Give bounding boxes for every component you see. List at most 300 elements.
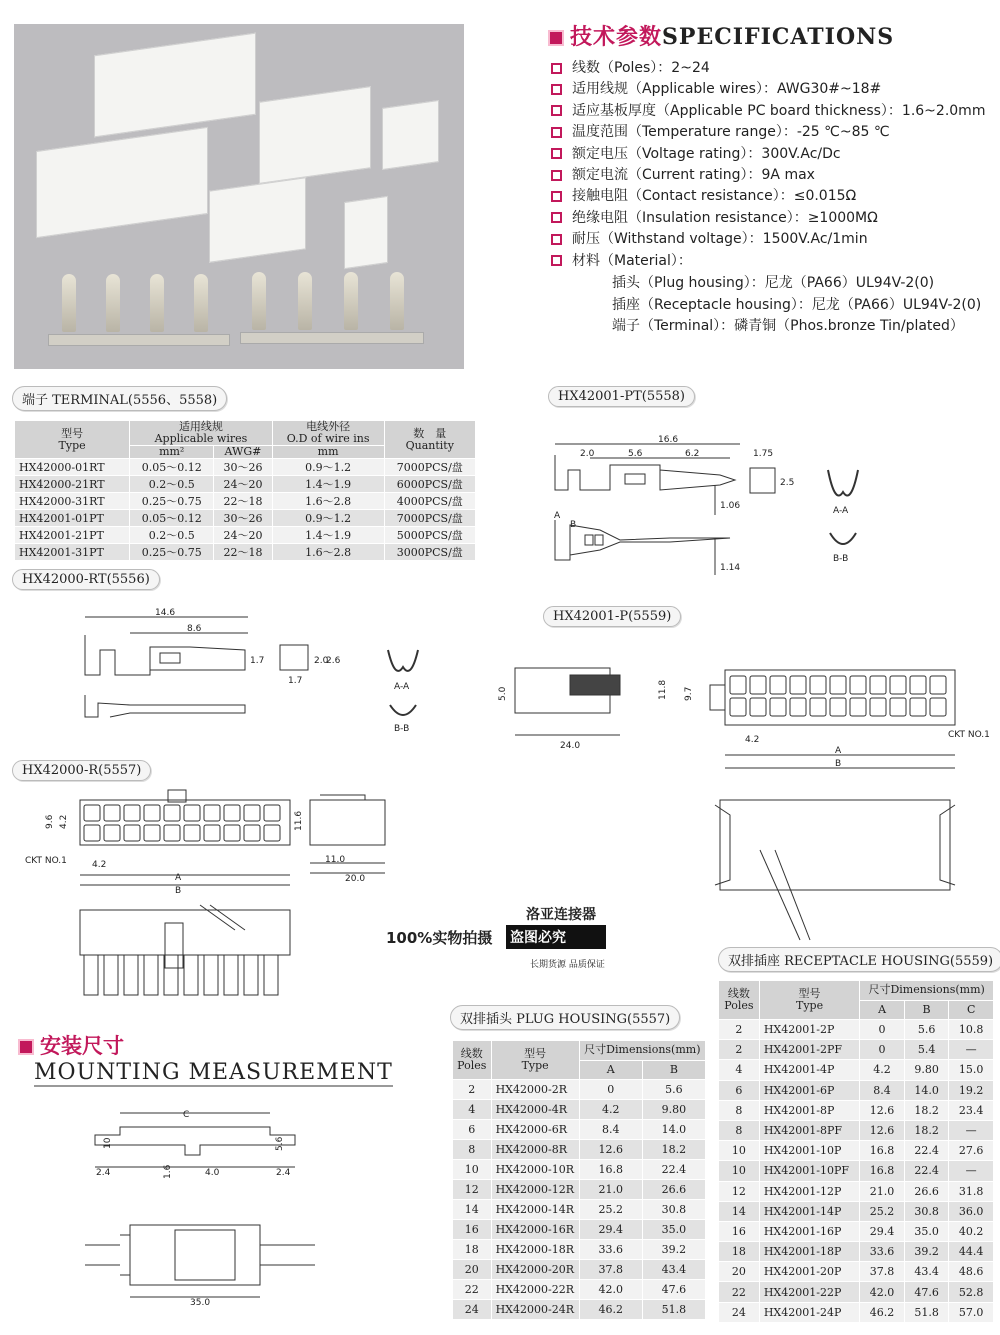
table-row	[453, 1300, 706, 1320]
table-row	[15, 544, 476, 561]
table-cell: HX42000-21RT	[15, 476, 130, 493]
housing-leg	[244, 955, 258, 995]
table-cell: 6000PCS/盘	[384, 476, 475, 493]
mounting-title-en: MOUNTING MEASUREMENT	[34, 1060, 393, 1085]
spec-text: 材料（Material）：	[572, 252, 692, 269]
spec-text: 适用线规（Applicable wires）：AWG30#~18#	[572, 81, 882, 98]
table-cell: 9.80	[904, 1060, 949, 1080]
table-cell: 7000PCS/盘	[384, 510, 475, 527]
pin-cavity	[184, 825, 200, 841]
recep-header-dim: 尺寸Dimensions(mm)	[860, 981, 994, 1001]
spec-row	[551, 100, 985, 120]
table-cell: 21.0	[579, 1180, 642, 1200]
spec-text: 耐压（Withstand voltage）：1500V.Ac/1min	[572, 231, 868, 248]
mount-dim-c: C	[183, 1110, 190, 1120]
table-cell: 0.05～0.12	[130, 510, 214, 527]
table-row	[719, 1020, 994, 1040]
table-row	[453, 1160, 706, 1180]
table-cell: —	[949, 1040, 994, 1060]
ckt-no1: CKT NO.1	[948, 730, 990, 740]
housing-leg	[144, 955, 158, 995]
pin-cavity	[790, 676, 806, 694]
table-cell: 40.2	[949, 1221, 994, 1241]
table-cell: 14	[719, 1201, 760, 1221]
mounting-drawing	[80, 1105, 320, 1315]
header-wires-en: Applicable wires	[154, 432, 248, 445]
pin-cavity	[104, 825, 120, 841]
table-cell: HX42001-12P	[759, 1181, 859, 1201]
table-row	[719, 1120, 994, 1140]
table-cell: 5.6	[904, 1020, 949, 1040]
table-cell: 42.0	[579, 1280, 642, 1300]
table-cell: 6	[719, 1080, 760, 1100]
pin-cavity	[790, 698, 806, 716]
table-row	[453, 1080, 706, 1100]
plug-header-poles-cn: 线数	[460, 1047, 483, 1060]
table-row	[719, 1080, 994, 1100]
pin-cavity	[730, 698, 746, 716]
pin-cavity	[730, 676, 746, 694]
housing-leg	[164, 955, 178, 995]
spec-text: 额定电压（Voltage rating）：300V.Ac/Dc	[572, 145, 841, 162]
table-cell: 27.6	[949, 1141, 994, 1161]
table-row	[453, 1220, 706, 1240]
table-cell: HX42001-4P	[759, 1060, 859, 1080]
bullet-square-icon	[551, 234, 562, 245]
housing-leg	[264, 955, 278, 995]
table-cell: 8	[719, 1120, 760, 1140]
receptacle-housing-label: 双排插座 RECEPTACLE HOUSING(5559)	[718, 947, 1000, 972]
table-cell: HX42001-6P	[759, 1080, 859, 1100]
table-row	[719, 1282, 994, 1302]
dim-r-4-2b: 4.2	[92, 860, 107, 870]
r-ckt-no1: CKT NO.1	[25, 856, 67, 866]
table-cell: HX42001-22P	[759, 1282, 859, 1302]
pin-cavity	[850, 676, 866, 694]
table-row	[719, 1161, 994, 1181]
table-cell: 47.6	[904, 1282, 949, 1302]
bullet-square-icon	[551, 63, 562, 74]
recep-header-poles-cn: 线数	[727, 987, 750, 1000]
table-cell: HX42001-16P	[759, 1221, 859, 1241]
table-cell: HX42001-01PT	[15, 510, 130, 527]
terminal-pin	[298, 272, 312, 330]
table-cell: 35.0	[904, 1221, 949, 1241]
mark-b: B	[570, 520, 577, 530]
table-cell: 46.2	[579, 1300, 642, 1320]
dim-r-b: B	[175, 886, 182, 896]
pin-cavity	[164, 805, 180, 821]
pin-cavity	[244, 825, 260, 841]
bullet-square-icon	[551, 212, 562, 223]
table-row	[15, 510, 476, 527]
table-cell: 0	[860, 1020, 905, 1040]
connector-24pin	[94, 33, 256, 138]
table-cell: 51.8	[904, 1302, 949, 1322]
table-cell: —	[949, 1161, 994, 1181]
table-cell: —	[949, 1120, 994, 1140]
table-cell: 36.0	[949, 1201, 994, 1221]
mount-dim-4-0: 4.0	[205, 1168, 220, 1178]
terminal-carrier-strip	[48, 334, 230, 346]
terminal-pin	[150, 274, 164, 332]
pin-cavity	[224, 825, 240, 841]
table-row	[719, 1302, 994, 1322]
connector-10pin	[259, 86, 371, 184]
p5559-drawing	[490, 640, 995, 940]
table-row	[719, 1262, 994, 1282]
table-cell: 33.6	[860, 1242, 905, 1262]
table-cell: HX42000-12R	[491, 1180, 579, 1200]
plug-header-type-en: Type	[521, 1059, 549, 1072]
table-cell: 8.4	[579, 1120, 642, 1140]
receptacle-table	[718, 980, 994, 1323]
mount-dim-2-4b: 2.4	[276, 1168, 291, 1178]
table-row	[719, 1060, 994, 1080]
pin-cavity	[144, 825, 160, 841]
header-qty-cn: 数 量	[413, 426, 447, 440]
spec-text: 接触电阻（Contact resistance）：≤0.015Ω	[572, 188, 857, 205]
table-cell: 16.8	[860, 1141, 905, 1161]
table-cell: HX42000-01RT	[15, 459, 130, 476]
spec-row	[551, 143, 841, 163]
table-row	[453, 1260, 706, 1280]
pin-cavity	[84, 825, 100, 841]
plug-header-b: B	[642, 1060, 705, 1080]
table-cell: 0.2～0.5	[130, 476, 214, 493]
table-cell: HX42001-31PT	[15, 544, 130, 561]
table-row	[719, 1040, 994, 1060]
pin-cavity	[204, 825, 220, 841]
table-cell: 4000PCS/盘	[384, 493, 475, 510]
dim-1-14: 1.14	[720, 563, 741, 573]
rt-section-aa: A-A	[394, 682, 410, 692]
specs-title: 技术参数SPECIFICATIONS	[548, 20, 894, 51]
table-cell: 15.0	[949, 1060, 994, 1080]
table-cell: 24	[453, 1300, 492, 1320]
table-cell: HX42001-2P	[759, 1020, 859, 1040]
table-cell: 18.2	[904, 1120, 949, 1140]
spec-text: 额定电流（Current rating）：9A max	[572, 167, 815, 183]
pin-cavity	[204, 805, 220, 821]
dim-rt-2-0: 2.0	[314, 656, 329, 666]
header-od-cn: 电线外径	[306, 420, 351, 433]
table-cell: 21.0	[860, 1181, 905, 1201]
terminal-pin	[390, 272, 404, 330]
table-cell: 25.2	[579, 1200, 642, 1220]
table-cell: HX42001-10P	[759, 1141, 859, 1161]
terminal-pin	[252, 272, 266, 330]
connector-4pin	[382, 100, 439, 170]
table-cell: 0.25～0.75	[130, 544, 214, 561]
pt-drawing	[540, 430, 870, 580]
bullet-square-icon	[18, 1039, 34, 1055]
table-cell: 23.4	[949, 1100, 994, 1120]
table-cell: HX42001-8P	[759, 1100, 859, 1120]
pin-cavity	[84, 805, 100, 821]
table-cell: 1.6～2.8	[272, 544, 384, 561]
table-cell: 1.6～2.8	[272, 493, 384, 510]
pin-cavity	[164, 825, 180, 841]
terminal-carrier-strip	[240, 332, 424, 344]
table-cell: 4	[453, 1100, 492, 1120]
table-cell: 8.4	[860, 1080, 905, 1100]
spec-row	[551, 57, 710, 77]
table-cell: HX42001-20P	[759, 1262, 859, 1282]
dim-1-7: 1.7	[250, 656, 265, 666]
recep-header-c: C	[949, 1000, 994, 1020]
table-cell: 43.4	[904, 1262, 949, 1282]
table-row	[453, 1180, 706, 1200]
housing-leg	[224, 955, 238, 995]
dim-p-b: B	[835, 759, 842, 769]
table-cell: HX42000-10R	[491, 1160, 579, 1180]
table-cell: 30.8	[642, 1200, 705, 1220]
dim-6-2: 6.2	[685, 449, 700, 459]
mount-dim-1-6: 1.6	[163, 1164, 173, 1179]
watermark-company: 洛亚连接器	[526, 907, 596, 923]
p5559-cells	[730, 676, 946, 716]
material-row: 插头（Plug housing）：尼龙（PA66）UL94V-2(0)	[612, 275, 935, 291]
table-cell: 14.0	[904, 1080, 949, 1100]
table-cell: 10	[719, 1161, 760, 1181]
table-cell: 8	[719, 1100, 760, 1120]
spec-row	[551, 228, 868, 248]
table-cell: 44.4	[949, 1242, 994, 1262]
spec-row	[551, 78, 881, 98]
dim-24-0: 24.0	[560, 741, 581, 751]
table-cell: 10	[453, 1160, 492, 1180]
table-cell: HX42001-2PF	[759, 1040, 859, 1060]
table-row	[719, 1141, 994, 1161]
table-cell: 22	[453, 1280, 492, 1300]
terminal-label: 端子 TERMINAL(5556、5558)	[12, 386, 227, 411]
dim-2-6: 2.6	[326, 656, 341, 666]
dim-p-a: A	[835, 746, 842, 756]
pin-cavity	[810, 698, 826, 716]
connector-20pin	[36, 127, 208, 238]
terminal-pin	[194, 274, 208, 332]
table-cell: 51.8	[642, 1300, 705, 1320]
table-cell: HX42001-10PF	[759, 1161, 859, 1181]
recep-header-type-en: Type	[795, 999, 824, 1012]
table-row	[453, 1240, 706, 1260]
recep-header-poles-en: Poles	[724, 999, 754, 1012]
table-cell: 30.8	[904, 1201, 949, 1221]
table-cell: 1.4～1.9	[272, 476, 384, 493]
table-cell: 22～18	[214, 544, 272, 561]
header-od-unit: mm	[272, 446, 384, 459]
pin-cavity	[750, 676, 766, 694]
table-cell: 12	[719, 1181, 760, 1201]
table-cell: 24～20	[214, 527, 272, 544]
housing-leg	[84, 955, 98, 995]
header-qty-en: Quantity	[405, 438, 454, 452]
table-cell: 0.9～1.2	[272, 510, 384, 527]
table-cell: HX42001-14P	[759, 1201, 859, 1221]
table-cell: 19.2	[949, 1080, 994, 1100]
table-row	[453, 1100, 706, 1120]
table-row	[719, 1221, 994, 1241]
housing-leg	[104, 955, 118, 995]
table-cell: 33.6	[579, 1240, 642, 1260]
table-cell: HX42000-2R	[491, 1080, 579, 1100]
table-cell: HX42001-8PF	[759, 1120, 859, 1140]
spec-text: 温度范围（Temperature range）：-25 ℃~85 ℃	[572, 124, 890, 141]
pin-cavity	[264, 825, 280, 841]
table-cell: HX42000-16R	[491, 1220, 579, 1240]
table-row	[453, 1140, 706, 1160]
table-cell: 0	[579, 1080, 642, 1100]
terminal-table	[14, 420, 476, 561]
table-cell: 10	[719, 1141, 760, 1161]
table-cell: 16.8	[860, 1161, 905, 1181]
table-cell: 39.2	[904, 1242, 949, 1262]
bullet-square-icon	[551, 170, 562, 181]
table-cell: HX42000-18R	[491, 1240, 579, 1260]
table-cell: HX42001-18P	[759, 1242, 859, 1262]
dim-p-4-2: 4.2	[745, 735, 760, 745]
table-row	[15, 493, 476, 510]
pin-cavity	[810, 676, 826, 694]
table-cell: HX42000-22R	[491, 1280, 579, 1300]
table-cell: 47.6	[642, 1280, 705, 1300]
pin-cavity	[184, 805, 200, 821]
table-cell: 30～26	[214, 459, 272, 476]
table-cell: 3000PCS/盘	[384, 544, 475, 561]
dim-r-4-2: 4.2	[59, 814, 69, 829]
watermark-supply: 长期货源 品质保证	[530, 960, 605, 970]
terminal-pin	[106, 274, 120, 332]
bullet-square-icon	[548, 30, 564, 46]
spec-row	[551, 185, 856, 205]
terminal-pin	[62, 274, 76, 332]
table-cell: 0.2～0.5	[130, 527, 214, 544]
dim-14-6: 14.6	[155, 608, 176, 618]
table-cell: 29.4	[860, 1221, 905, 1241]
dim-2-5: 2.5	[780, 478, 795, 488]
table-cell: HX42000-8R	[491, 1140, 579, 1160]
table-cell: HX42000-24R	[491, 1300, 579, 1320]
table-cell: HX42000-14R	[491, 1200, 579, 1220]
rt-drawing	[70, 605, 430, 735]
table-cell: 2	[453, 1080, 492, 1100]
recep-header-type-cn: 型号	[798, 987, 821, 1000]
dim-9-7: 9.7	[684, 686, 694, 701]
table-cell: 16.8	[579, 1160, 642, 1180]
housing-leg	[204, 955, 218, 995]
p5559-label: HX42001-P(5559)	[543, 606, 681, 627]
dim-r-a: A	[175, 873, 182, 883]
recep-header-b: B	[904, 1000, 949, 1020]
table-cell: 22.4	[904, 1141, 949, 1161]
table-cell: 46.2	[860, 1302, 905, 1322]
material-row: 插座（Receptacle housing）：尼龙（PA66）UL94V-2(0)	[612, 296, 982, 313]
rt-label: HX42000-RT(5556)	[12, 569, 160, 590]
pin-cavity	[830, 698, 846, 716]
dim-2-0: 2.0	[580, 449, 595, 459]
bullet-square-icon	[551, 191, 562, 202]
pin-cavity	[104, 805, 120, 821]
pin-cavity	[770, 698, 786, 716]
bullet-square-icon	[551, 255, 562, 266]
table-cell: 52.8	[949, 1282, 994, 1302]
table-cell: 6	[453, 1120, 492, 1140]
table-cell: 48.6	[949, 1262, 994, 1282]
header-mm2: mm²	[130, 446, 214, 459]
dim-11-6: 11.6	[294, 810, 304, 831]
header-type-cn: 型号	[61, 426, 84, 440]
mount-dim-35-0: 35.0	[190, 1298, 211, 1308]
r5557-cells	[84, 805, 280, 841]
pin-cavity	[124, 825, 140, 841]
dim-5-0: 5.0	[498, 686, 508, 701]
table-cell: HX42000-6R	[491, 1120, 579, 1140]
table-cell: 42.0	[860, 1282, 905, 1302]
pin-cavity	[910, 698, 926, 716]
dim-1-06: 1.06	[720, 501, 741, 511]
dim-16-6: 16.6	[658, 435, 679, 445]
table-cell: 57.0	[949, 1302, 994, 1322]
pin-cavity	[244, 805, 260, 821]
table-cell: 18.2	[642, 1140, 705, 1160]
table-row	[15, 527, 476, 544]
table-row	[15, 476, 476, 493]
table-cell: 37.8	[579, 1260, 642, 1280]
table-cell: 2	[719, 1020, 760, 1040]
table-row	[719, 1100, 994, 1120]
table-cell: 20	[719, 1262, 760, 1282]
pin-cavity	[870, 698, 886, 716]
plug-header-poles-en: Poles	[457, 1059, 487, 1072]
table-cell: HX42001-24P	[759, 1302, 859, 1322]
table-cell: 4.2	[860, 1060, 905, 1080]
header-wires-cn: 适用线规	[178, 420, 223, 433]
pin-cavity	[890, 676, 906, 694]
table-cell: 0.05～0.12	[130, 459, 214, 476]
header-awg: AWG#	[214, 446, 272, 459]
mount-dim-2-4: 2.4	[96, 1168, 111, 1178]
r5557-label: HX42000-R(5557)	[12, 760, 151, 781]
bullet-square-icon	[551, 127, 562, 138]
table-cell: 22～18	[214, 493, 272, 510]
table-cell: HX42000-20R	[491, 1260, 579, 1280]
table-row	[15, 459, 476, 476]
spec-row	[551, 121, 890, 141]
table-row	[719, 1201, 994, 1221]
pin-cavity	[910, 676, 926, 694]
mounting-title-cn: 安装尺寸	[18, 1030, 124, 1060]
table-cell: 12.6	[579, 1140, 642, 1160]
pin-cavity	[930, 676, 946, 694]
table-cell: 22	[719, 1282, 760, 1302]
spec-text: 线数（Poles）：2~24	[572, 60, 710, 76]
pin-cavity	[890, 698, 906, 716]
table-cell: 16	[453, 1220, 492, 1240]
table-cell: 1.4～1.9	[272, 527, 384, 544]
table-cell: 43.4	[642, 1260, 705, 1280]
table-cell: 0.9～1.2	[272, 459, 384, 476]
table-cell: 20	[453, 1260, 492, 1280]
pin-cavity	[850, 698, 866, 716]
dim-9-6: 9.6	[45, 814, 55, 829]
bullet-square-icon	[551, 148, 562, 159]
table-cell: 10.8	[949, 1020, 994, 1040]
pt-label: HX42001-PT(5558)	[548, 386, 695, 407]
dim-11-0: 11.0	[325, 855, 346, 865]
plug-table	[452, 1040, 706, 1320]
dim-11-8: 11.8	[658, 679, 668, 700]
